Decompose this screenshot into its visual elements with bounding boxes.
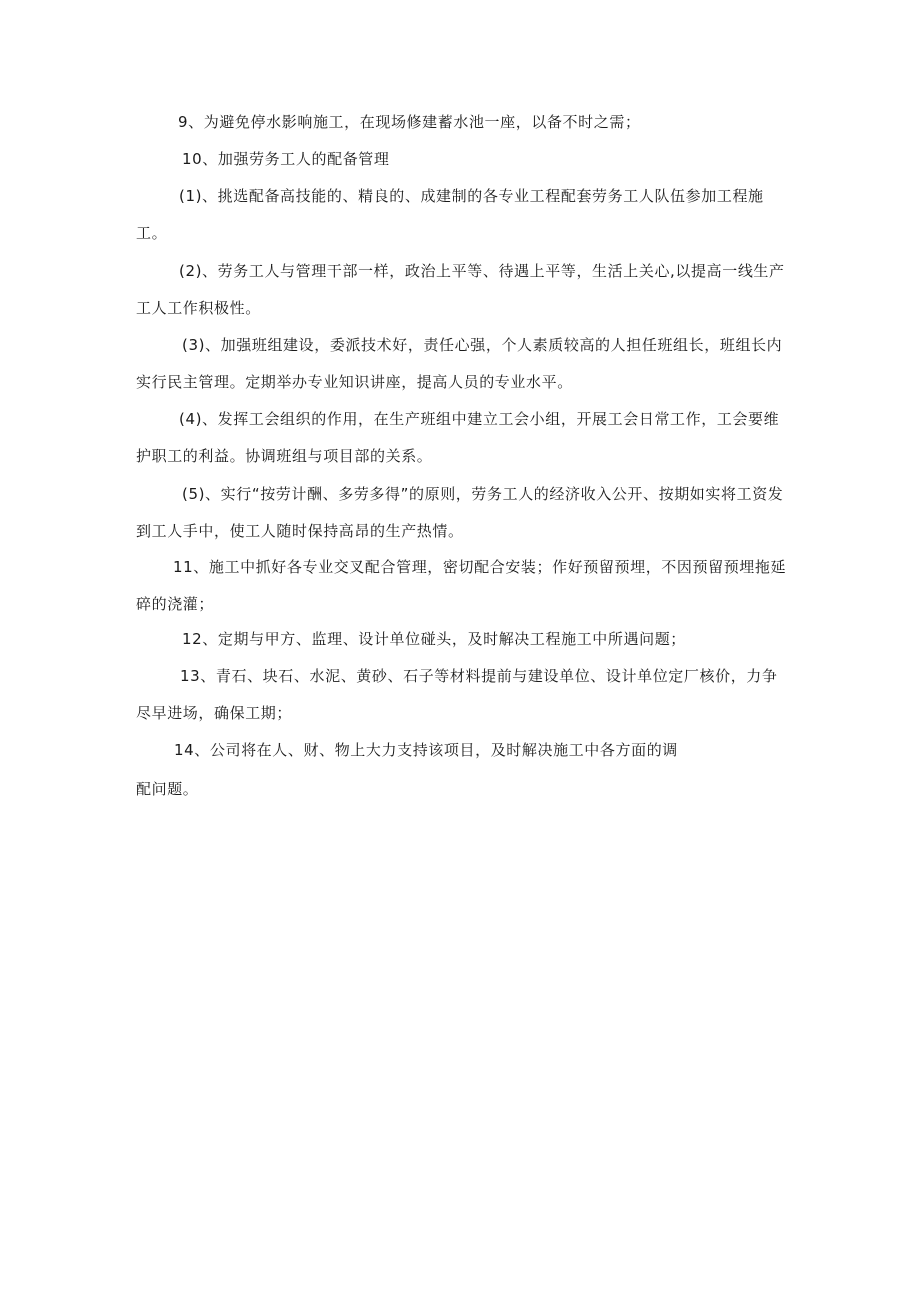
- paragraph-item-13: 13、青石、块石、水泥、黄砂、石子等材料提前与建设单位、设计单位定厂核价，力争尽早进场，确保工期；: [136, 667, 778, 722]
- paragraph-item-10-4: (4)、发挥工会组织的作用，在生产班组中建立工会小组，开展工会日常工作，工会要维护职工的利益。协调班组与项目部的关系。: [136, 410, 780, 465]
- paragraph-item-14: 14、公司将在人、财、物上大力支持该项目，及时解决施工中各方面的调: [174, 741, 678, 759]
- paragraph-item-10-2: (2)、劳务工人与管理干部一样，政治上平等、待遇上平等，生活上关心,以提高一线生产工人工作积极性。: [136, 262, 785, 317]
- paragraph-item-10: 10、加强劳务工人的配备管理: [182, 150, 390, 168]
- paragraph-item-10-3: (3)、加强班组建设，委派技术好，责任心强，个人素质较高的人担任班组长，班组长内实行民主管理。定期举办专业知识讲座，提高人员的专业水平。: [136, 336, 783, 391]
- paragraph-item-12: 12、定期与甲方、监理、设计单位碰头，及时解决工程施工中所遇问题；: [182, 630, 686, 648]
- paragraph-item-14-continued: 配问题。: [136, 780, 199, 798]
- paragraph-item-11: 11、施工中抓好各专业交叉配合管理，密切配合安装；作好预留预埋，不因预留预埋拖延碎的浇灌；: [136, 558, 787, 613]
- paragraph-item-9: 9、为避免停水影响施工，在现场修建蓄水池一座，以备不时之需；: [178, 113, 641, 131]
- paragraph-item-10-5: (5)、实行“按劳计酬、多劳多得”的原则，劳务工人的经济收入公开、按期如实将工资发到工人手中，使工人随时保持高昂的生产热情。: [136, 485, 784, 540]
- paragraph-item-10-1: (1)、挑选配备高技能的、精良的、成建制的各专业工程配套劳务工人队伍参加工程施工。: [136, 187, 764, 242]
